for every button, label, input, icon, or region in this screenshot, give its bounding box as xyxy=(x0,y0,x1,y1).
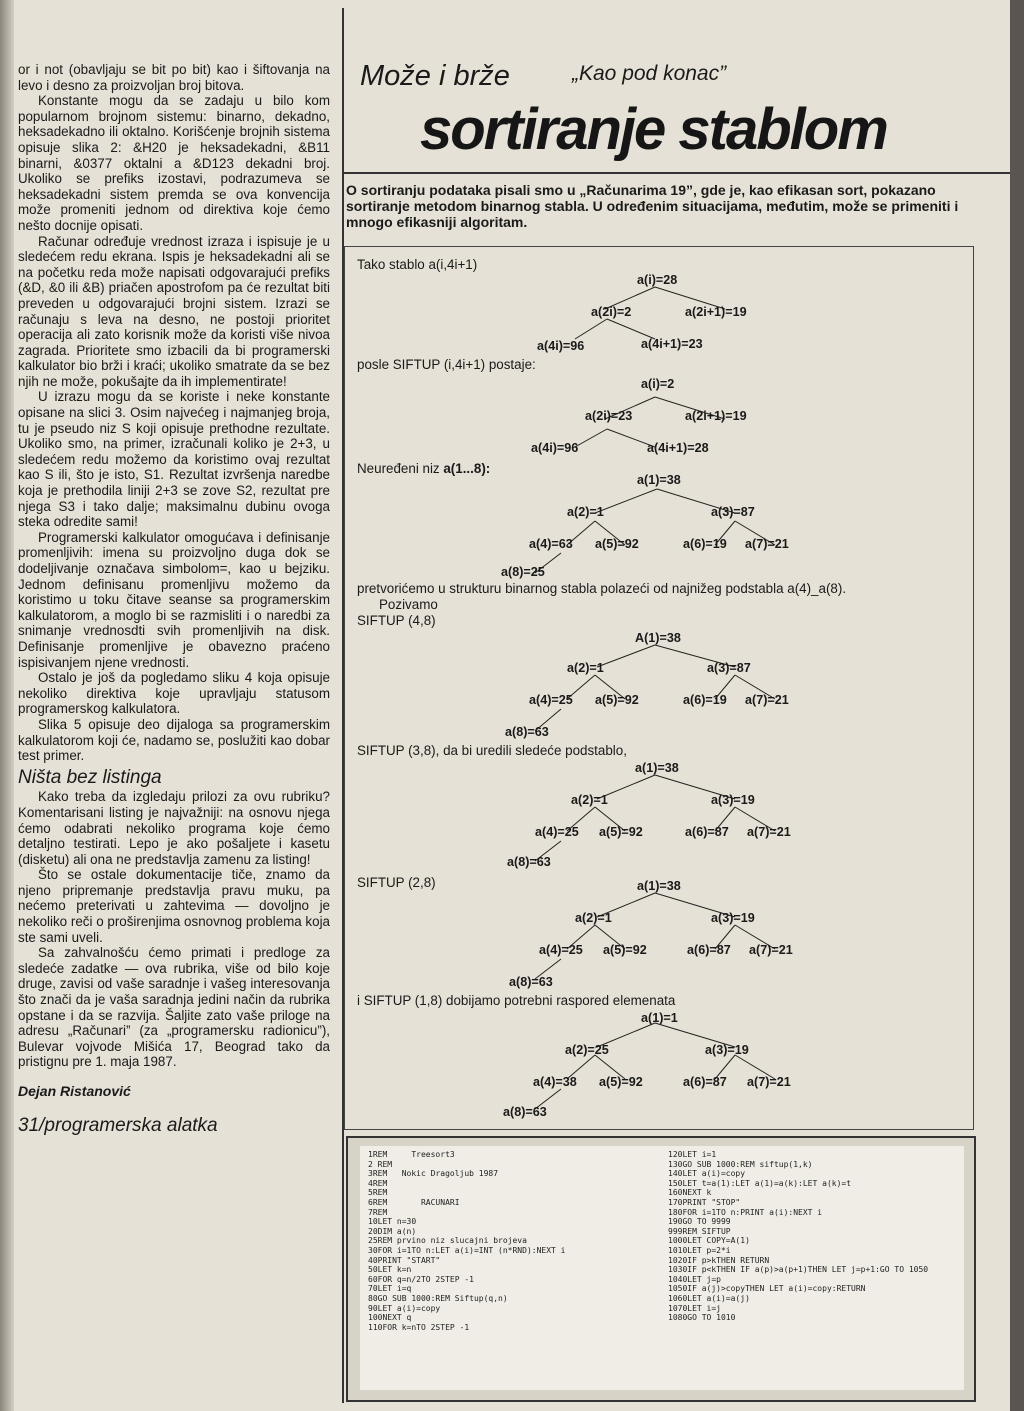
left-column xyxy=(18,62,330,1136)
code-line: 999REM SIFTUP xyxy=(668,1226,731,1236)
code-line: 50LET k=n xyxy=(368,1265,412,1275)
figure-caption: i SIFTUP (1,8) dobijamo potrebni raspored elemenata xyxy=(357,993,676,1008)
code-line: 2 REM xyxy=(368,1159,393,1169)
tree-node: a(5)=92 xyxy=(595,693,639,707)
tree-node: a(1)=38 xyxy=(635,761,679,775)
listing-paper xyxy=(360,1146,964,1390)
tree-node: a(3)=19 xyxy=(705,1043,749,1057)
code-line: 1050IF a(j)>copyTHEN LET a(i)=copy:RETURN xyxy=(668,1284,866,1294)
tree-node: a(3)=87 xyxy=(707,661,751,675)
tree-node: a(6)=19 xyxy=(683,693,727,707)
tree-node: a(i)=28 xyxy=(637,273,678,287)
tree-node: a(8)=63 xyxy=(507,855,551,869)
tree-node: a(7)=21 xyxy=(747,825,791,839)
tree-node: a(1)=1 xyxy=(641,1011,678,1025)
code-line: 130GO SUB 1000:REM siftup(1,k) xyxy=(668,1159,813,1169)
code-line: 90LET a(i)=copy xyxy=(368,1303,441,1313)
code-line: 1070LET i=j xyxy=(668,1303,721,1313)
tree-node: a(4i+1)=28 xyxy=(647,441,709,455)
figure-caption xyxy=(357,461,490,476)
tree-node: a(3)=19 xyxy=(711,793,755,807)
caption-bold: a(1...8): xyxy=(443,461,491,476)
tree-node: a(4i)=96 xyxy=(537,339,585,353)
tree-node: a(8)=63 xyxy=(503,1105,547,1119)
tree-node: a(4)=25 xyxy=(529,693,573,707)
code-line: 40PRINT "START" xyxy=(368,1255,441,1265)
code-line: 7REM xyxy=(368,1207,388,1217)
tree-figure xyxy=(344,246,974,1130)
tree-node: a(1)=38 xyxy=(637,473,681,487)
code-line: 150LET t=a(1):LET a(1)=a(k):LET a(k)=t xyxy=(668,1178,852,1188)
code-line: 1030IF p<kTHEN IF a(p)>a(p+1)THEN LET j=p+1:GO TO 1050 xyxy=(668,1265,929,1275)
code-line: 6REM RACUNARI xyxy=(368,1197,460,1207)
tree-node: a(6)=87 xyxy=(683,1075,727,1089)
header-rule xyxy=(342,172,1024,174)
kicker: Može i brže xyxy=(360,60,510,92)
figure-caption: Pozivamo xyxy=(379,597,438,612)
tree-node: a(6)=87 xyxy=(685,825,729,839)
code-line: 70LET i=q xyxy=(368,1284,412,1294)
kicker-quote: „Kao pod konac” xyxy=(572,62,727,85)
figure-caption: SIFTUP (3,8), da bi uredili sledeće podstablo, xyxy=(357,743,627,758)
tree-node: a(4)=38 xyxy=(533,1075,577,1089)
tree-node: a(2)=1 xyxy=(567,661,604,675)
paragraph: Slika 5 opisuje deo dijaloga sa programerskim kalkulatorom koji će, nadamo se, poslužiti kao dobar test primer. xyxy=(18,716,330,764)
tree-node: A(1)=38 xyxy=(635,631,681,645)
paragraph: Konstante mogu da se zadaju u bilo kom popularnom brojnom sistemu: binarno, dekadno, heksadekadno ili oktalno. Korišćenje brojnih sistema opisuje slika 2: &H20 je heksadekadni, &B11 binarni, &0377 oktalni a &D123 dekadni broj. Ukoliko se prefiks izostavi, podrazumeva se heksadekadni sistem premda se ova konvencija može promeniti jednom od direktiva koje ćemo nešto docnije opisati. xyxy=(18,93,330,233)
tree-node: a(5)=92 xyxy=(595,537,639,551)
code-line: 140LET a(i)=copy xyxy=(668,1169,746,1179)
section-heading: Ništa bez listinga xyxy=(18,766,162,788)
tree-node: a(4i)=96 xyxy=(531,441,579,455)
code-line: 1000LET COPY=A(1) xyxy=(668,1236,750,1246)
tree-node: a(5)=92 xyxy=(603,943,647,957)
code-line: 1080GO TO 1010 xyxy=(668,1313,736,1323)
paragraph: Što se ostale dokumentacije tiče, znamo da njeno pripremanje predstavlja pravu muku, pa nećemo preterivati u zahtevima — dovoljno je nekoliko reči o proširenjima osnovnog problema koja ste sami uveli. xyxy=(18,867,330,945)
tree-node: a(7)=21 xyxy=(745,537,789,551)
code-line: 25REM prvino niz slucajni brojeva xyxy=(368,1236,527,1246)
figure-caption: pretvorićemo u strukturu binarnog stabla polazeći od najnižeg podstabla a(4)_a(8). xyxy=(357,581,847,596)
page-footer: 31/programerska alatka xyxy=(18,1114,218,1136)
tree-node: a(6)=87 xyxy=(687,943,731,957)
code-line: 1REM Treesort3 xyxy=(368,1150,455,1159)
caption-text: Neuređeni niz xyxy=(357,461,444,476)
code-line: 60FOR q=n/2TO 2STEP -1 xyxy=(368,1274,474,1284)
code-line: 1040LET j=p xyxy=(668,1274,721,1284)
tree-node: a(8)=63 xyxy=(505,725,549,739)
paragraph: U izrazu mogu da se koriste i neke konstante opisane na slici 3. Osim najvećeg i najmanjeg broja, tu je pseudo niz S koji opisuje prethodne rezultate. Ukoliko smo, na primer, izračunali koliko je 2+3, u sledećem redu možemo da koristimo ovaj rezultat kao S ili, što je isto, S1. Rezultat izvršenja naredbe koja je prethodila liniji 2+3 se zove S2, rezultat pre njega S3 i tako dalje; maksimalnu dubinu ovoga steka odredite sami! xyxy=(18,389,330,530)
code-line: 1020IF p>kTHEN RETURN xyxy=(668,1255,770,1265)
code-line: 110FOR k=nTO 2STEP -1 xyxy=(368,1322,470,1332)
tree-node: a(2i+1)=19 xyxy=(685,305,747,319)
paragraph: Računar određuje vrednost izraza i ispisuje je u sledećem redu ekrana. Ispis je heksadekadni ali se na početku reda može napisati odgovarajući prefiks (&D, &0 ili &B) priačen apostrofom pa će rezultat biti preveden u odgovarajući brojni sistem. Izrazi se računaju s leva na desno, ne postoji prioritet operacija ali zato korisnik može da koristi više nivoa zagrada. Prioritete smo izbacili da bi programerski kalkulator bio brži i kraći; ukoliko smatrate da se bez njih ne može, pokušajte da ih implementirate! xyxy=(18,233,330,389)
tree-node: a(7)=21 xyxy=(749,943,793,957)
tree-node: a(1)=38 xyxy=(637,879,681,893)
code-line: 4REM xyxy=(368,1178,388,1188)
tree-node: a(2i)=2 xyxy=(591,305,632,319)
tree-node: a(2)=1 xyxy=(575,911,612,925)
figure-caption: posle SIFTUP (i,4i+1) postaje: xyxy=(357,357,536,372)
code-line: 170PRINT "STOP" xyxy=(668,1197,741,1207)
tree-node: a(3)=19 xyxy=(711,911,755,925)
paragraph: Ostalo je još da pogledamo sliku 4 koja opisuje nekoliko direktiva koje upravljaju statusom programerskog kalkulatora. xyxy=(18,670,330,717)
code-line: 10LET n=30 xyxy=(368,1217,417,1227)
tree-node: a(2)=25 xyxy=(565,1043,609,1057)
figure-caption: SIFTUP (2,8) xyxy=(357,875,436,890)
code-line: 80GO SUB 1000:REM Siftup(q,n) xyxy=(368,1293,508,1303)
figure-caption: Tako stablo a(i,4i+1) xyxy=(357,257,478,272)
program-listing xyxy=(346,1136,976,1402)
code-line: 20DIM a(n) xyxy=(368,1226,417,1236)
tree-node: a(5)=92 xyxy=(599,1075,643,1089)
code-line: 30FOR i=1TO n:LET a(i)=INT (n*RND):NEXT i xyxy=(368,1245,566,1255)
tree-node: a(i)=2 xyxy=(641,377,675,391)
tree-node: a(2i)=23 xyxy=(585,409,633,423)
tree-node: a(4)=25 xyxy=(539,943,583,957)
code-line: 3REM Nokic Dragoljub 1987 xyxy=(368,1169,499,1179)
code-line: 120LET i=1 xyxy=(668,1150,717,1159)
tree-node: a(4)=63 xyxy=(529,537,573,551)
code-line: 180FOR i=1TO n:PRINT a(i):NEXT i xyxy=(668,1207,823,1217)
tree-node: a(7)=21 xyxy=(747,1075,791,1089)
code-line: 160NEXT k xyxy=(668,1188,712,1198)
author-byline: Dejan Ristanović xyxy=(18,1083,131,1099)
paragraph: Sa zahvalnošću ćemo primati i predloge za sledeće zadatke — ova rubrika, više od bilo koje druge, zavisi od vaše saradnje i vašeg interesovanja što znači da je vaša saradnja jedini način da rubrika opstane i da se razvija. Šaljite zato vaše priloge na adresu „Računari” (za „programersku radionicu”), Bulevar vojvode Mišića 17, Beograd tako da pristignu pre 1. maja 1987. xyxy=(18,945,330,1070)
paragraph: Programerski kalkulator omogućava i definisanje promenljivih: imena su proizvoljno duga dok se dodeljivanje označava simbolom=, kao u bejziku. Jednom definisanu promenljivu možemo da koristimo u toku čitave seanse sa programerskim kalkulatorom, a moglo bi se razmisliti i o naredbi za snimanje vrednosdti svih promenljivih na disk. Definisanje promenljive je obavezno praćeno ispisivanjem njene vrednosti. xyxy=(18,529,330,670)
article-title: sortiranje stablom xyxy=(420,97,887,162)
tree-node: a(4)=25 xyxy=(535,825,579,839)
code-line: 1060LET a(i)=a(j) xyxy=(668,1293,750,1303)
tree-node: a(5)=92 xyxy=(599,825,643,839)
tree-node: a(4i+1)=23 xyxy=(641,337,703,351)
tree-node: a(8)=25 xyxy=(501,565,545,579)
tree-node: a(7)=21 xyxy=(745,693,789,707)
code-line: 1010LET p=2*i xyxy=(668,1245,731,1255)
tree-node: a(2i+1)=19 xyxy=(685,409,747,423)
tree-node: a(8)=63 xyxy=(509,975,553,989)
code-line: 5REM xyxy=(368,1188,388,1198)
tree-node: a(2)=1 xyxy=(567,505,604,519)
code-line: 100NEXT q xyxy=(368,1313,412,1323)
paragraph: Kako treba da izgledaju prilozi za ovu rubriku? Komentarisani listing je najvažniji: na osnovu njega ćemo odabrati nekoliko programa koje ćemo detaljno testirati. Lepo je ako pošaljete i kasetu (disketu) ali ona ne predstavlja zamenu za listing! xyxy=(18,789,330,867)
tree-node: a(2)=1 xyxy=(571,793,608,807)
listing-column-right xyxy=(668,1150,960,1323)
paragraph: or i not (obavljaju se bit po bit) kao i šiftovanja na levo i desno za proizvoljan broj bitova. xyxy=(18,62,330,93)
tree-node: a(3)=87 xyxy=(711,505,755,519)
tree-node: a(6)=19 xyxy=(683,537,727,551)
figure-caption: SIFTUP (4,8) xyxy=(357,613,436,628)
listing-column-left xyxy=(368,1150,658,1332)
code-line: 190GO TO 9999 xyxy=(668,1217,731,1227)
lead-paragraph: O sortiranju podataka pisali smo u „Računarima 19”, gde je, kao efikasan sort, pokazano sortiranje metodom binarnog stabla. U određenim situacijama, međutim, može se primeniti i mnogo efikasniji algoritam. xyxy=(346,182,959,230)
